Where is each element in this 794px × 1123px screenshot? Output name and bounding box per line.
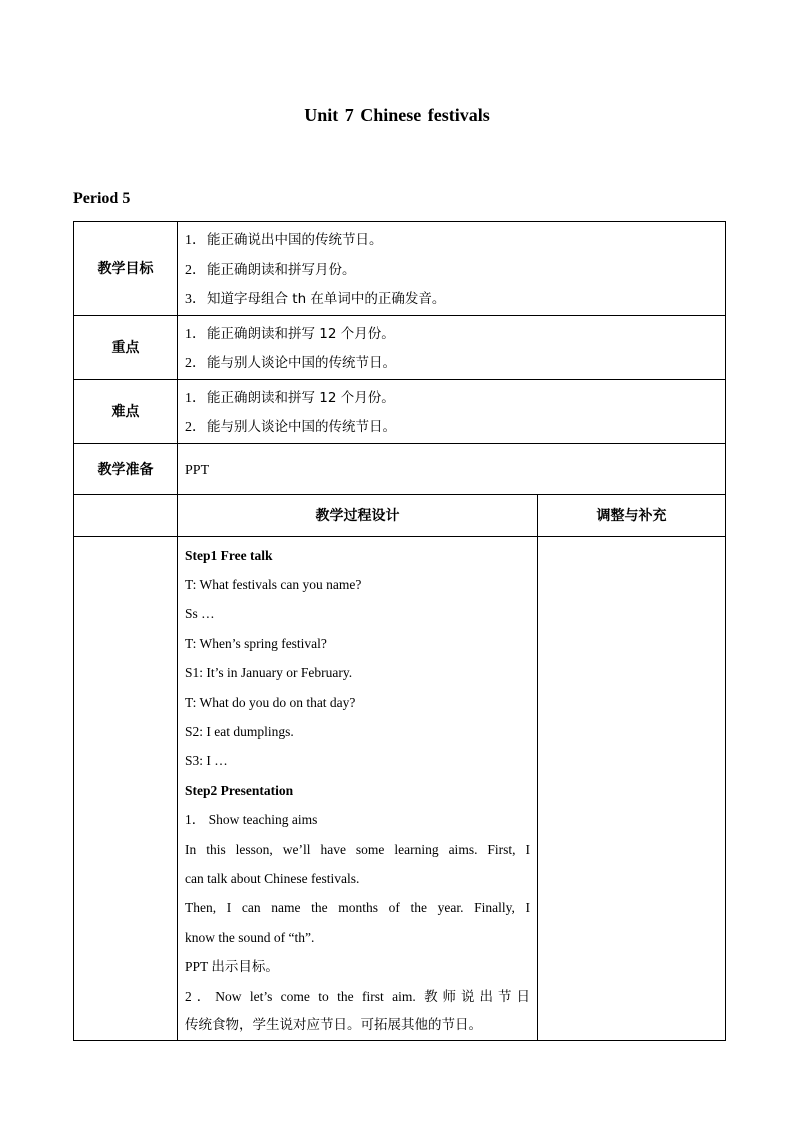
process-line: know the sound of “th”. [185, 929, 315, 945]
process-line: Ss … [185, 606, 215, 622]
key-point-num: 1． [185, 326, 206, 342]
preparation-value: PPT [185, 462, 210, 478]
process-line: T: What do you do on that day? [185, 694, 356, 710]
goal-text: 能正确朗读和拼写月份。 [207, 261, 356, 278]
key-point-item [185, 320, 718, 350]
goal-item [185, 285, 718, 315]
process-adjust-cell [538, 536, 726, 1041]
process-line: S3: I … [185, 753, 228, 769]
process-line: In this lesson, we’ll have some learning aims. First, I [185, 841, 530, 857]
goal-num: 3． [185, 292, 206, 307]
goals-content [178, 222, 726, 316]
process-adjust-header: 调整与补充 [538, 494, 726, 536]
process-line: T: When’s spring festival? [185, 635, 327, 651]
preparation-label: 教学准备 [74, 443, 178, 494]
key-point-text: 能正确朗读和拼写 12 个月份。 [207, 325, 395, 342]
difficulty-num: 2． [185, 420, 206, 435]
key-point-item [185, 349, 718, 379]
process-line: S1: It’s in January or February. [185, 665, 353, 681]
step-heading: Step2 Presentation [185, 782, 294, 798]
process-line: S2: I eat dumplings. [185, 723, 294, 739]
key-points-row [74, 315, 726, 379]
document-title: Unit 7 Chinese festivals [304, 105, 490, 125]
key-point-text: 能与别人谈论中国的传统节日。 [207, 355, 396, 371]
process-line: 1． Show teaching aims [185, 812, 318, 828]
difficulty-text: 能与别人谈论中国的传统节日。 [207, 419, 396, 435]
process-line: 传统食物，学生说对应节日。可拓展其他的节日。 [185, 1017, 482, 1033]
difficulty-num: 1． [185, 390, 206, 406]
goal-num: 1． [185, 233, 206, 248]
key-points-label: 重点 [74, 315, 178, 379]
goal-num: 2． [185, 262, 206, 278]
preparation-content [178, 443, 726, 494]
difficulty-item [185, 413, 718, 443]
step-heading: Step1 Free talk [185, 547, 273, 563]
process-header-blank [74, 494, 178, 536]
period-heading: Period 5 [73, 190, 131, 207]
goal-item [185, 226, 718, 256]
goals-label: 教学目标 [74, 222, 178, 316]
lesson-plan-table [73, 221, 726, 1041]
process-line: T: What festivals can you name? [185, 576, 362, 592]
difficulties-label: 难点 [74, 379, 178, 443]
process-blank-cell [74, 536, 178, 1041]
goal-text: 能正确说出中国的传统节日。 [207, 232, 383, 248]
goal-text: 知道字母组合 th 在单词中的正确发音。 [207, 291, 446, 307]
process-line: can talk about Chinese festivals. [185, 870, 360, 886]
process-header-row [74, 494, 726, 536]
goals-row [74, 222, 726, 316]
difficulty-text: 能正确朗读和拼写 12 个月份。 [207, 389, 395, 406]
preparation-row [74, 443, 726, 494]
difficulty-item [185, 384, 718, 414]
key-points-content [178, 315, 726, 379]
difficulties-content [178, 379, 726, 443]
key-point-num: 2． [185, 356, 206, 371]
difficulties-row [74, 379, 726, 443]
process-row [74, 536, 726, 1041]
process-line: Then, I can name the months of the year. Finally, I [185, 900, 530, 916]
process-line: PPT 出示目标。 [185, 959, 279, 975]
process-design-header: 教学过程设计 [178, 494, 538, 536]
process-line: 2．Now let’s come to the first aim. 教师说出节日 [185, 988, 530, 1004]
process-design-cell [178, 536, 538, 1041]
goal-item [185, 256, 718, 286]
